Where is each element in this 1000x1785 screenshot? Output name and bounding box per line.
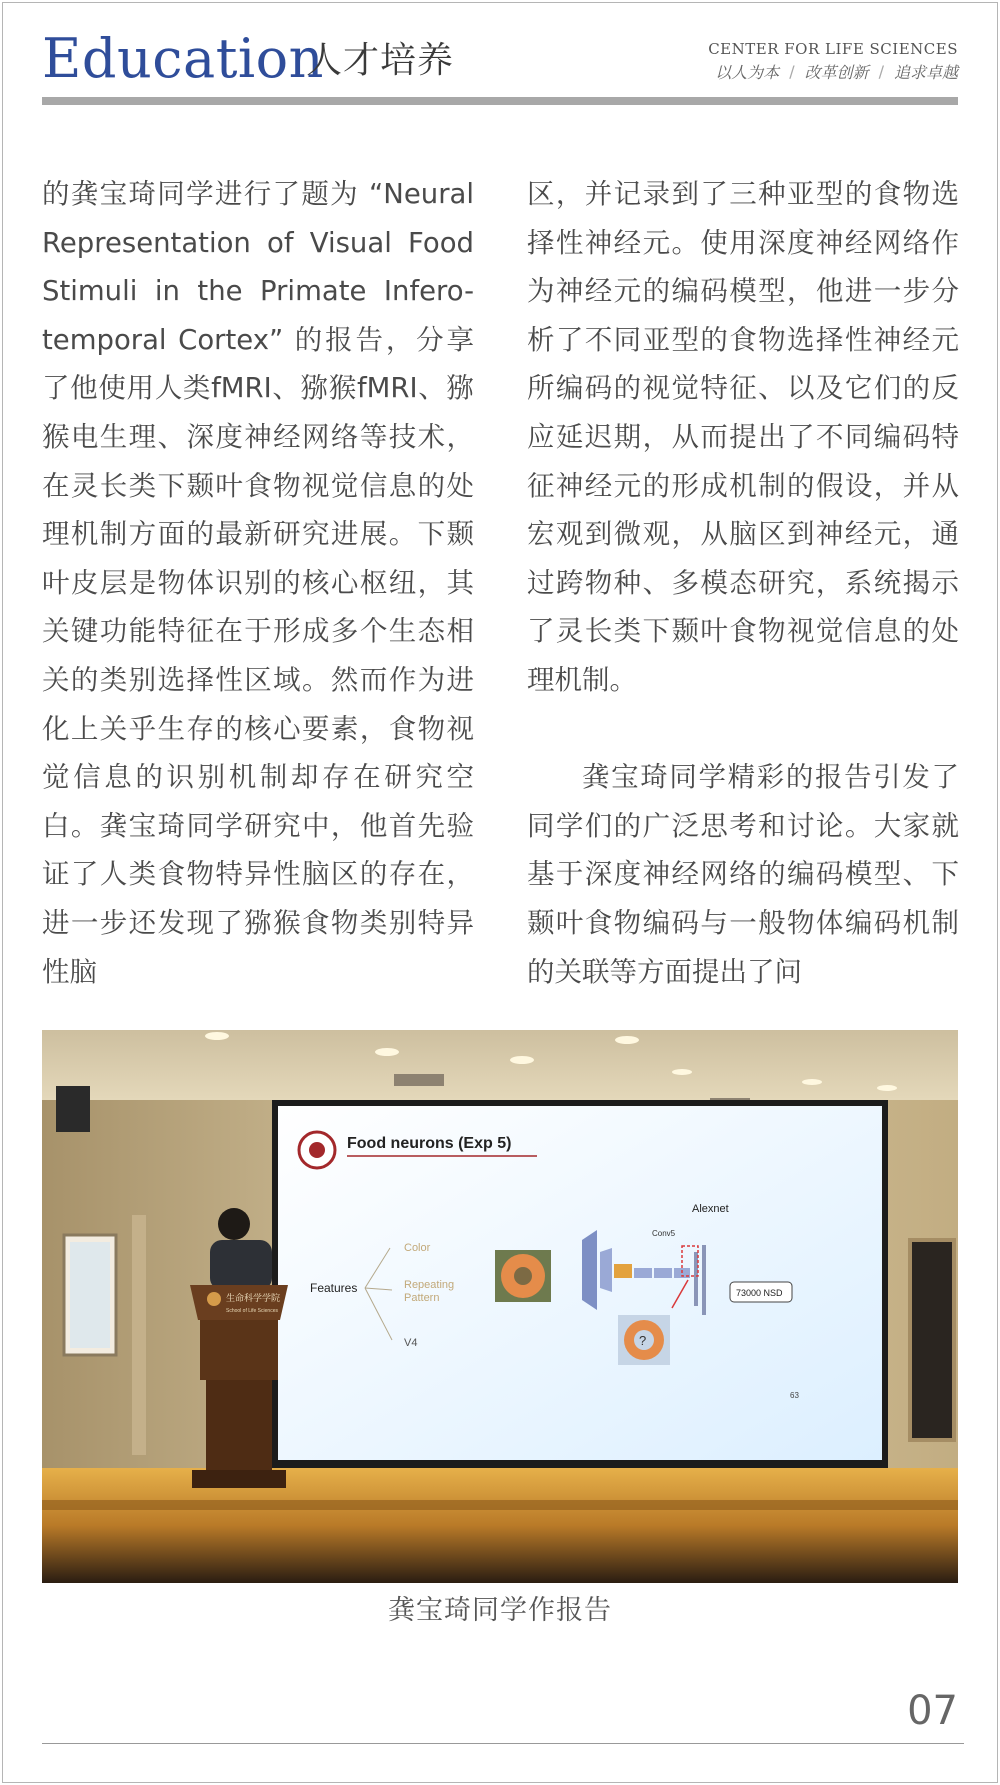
org-name: CENTER FOR LIFE SCIENCES <box>708 40 958 58</box>
lecture-photo <box>42 1030 958 1583</box>
article-paragraph: 的龚宝琦同学进行了题为 “Neural Representation of Visual Food Stimuli in the Primate Infero-temporal Cortex” 的报告，分享了他使用人类fMRI、猕猴fMRI、猕猴电生理、深度神经网络等技术，在灵长类下颞叶食物视觉信息的处理机制方面的最新研究进展。下颞叶皮层是物体识别的核心枢纽，其关键功能特征在于形成多个生态相关的类别选择性区域。然而作为进化上关乎生存的核心要素，食物视觉信息的识别机制却存在研究空白。龚宝琦同学研究中，他首先验证了人类食物特异性脑区的存在，进一步还发现了猕猴食物类别特异性脑 <box>42 178 474 988</box>
slide-features-label: Features <box>310 1281 358 1295</box>
article-paragraph: 龚宝琦同学精彩的报告引发了同学们的广泛思考和讨论。大家就基于深度神经网络的编码模型、下颞叶食物编码与一般物体编码机制的关联等方面提出了问 <box>527 761 959 988</box>
article-paragraph: 区，并记录到了三种亚型的食物选择性神经元。使用深度神经网络作为神经元的编码模型，他进一步分析了不同亚型的食物选择性神经元所编码的视觉特征、以及它们的反应延迟期，从而提出了不同编码特征神经元的形成机制的假设，并从宏观到微观，从脑区到神经元，通过跨物种、多模态研究，系统揭示了灵长类下颞叶食物视觉信息的处理机制。 <box>527 178 959 696</box>
page-number: 07 <box>907 1688 958 1734</box>
motto-separator: / <box>789 62 795 81</box>
motto-1: 以人为本 <box>715 63 780 82</box>
podium-label: 生命科学学院 <box>226 1294 281 1304</box>
slide-feature-item: Repeating <box>404 1279 455 1291</box>
motto-2: 改革创新 <box>804 63 869 82</box>
motto-3: 追求卓越 <box>893 63 958 82</box>
slide-layer-label: Conv5 <box>652 1229 676 1238</box>
slide-feature-item: Color <box>404 1242 431 1254</box>
podium-sublabel: School of Life Sciences <box>226 1308 278 1314</box>
motto-line <box>715 60 958 83</box>
footer-rule <box>42 1743 964 1744</box>
slide-network-label: Alexnet <box>692 1203 729 1215</box>
slide-title: Food neurons (Exp 5) <box>347 1135 512 1152</box>
article-left-column <box>42 170 474 996</box>
section-title-cn: 人才培养 <box>306 40 455 81</box>
photo-caption: 龚宝琦同学作报告 <box>388 1595 612 1626</box>
slide-nsd-label: 73000 NSD <box>736 1288 783 1298</box>
slide-feature-item: V4 <box>404 1337 418 1349</box>
article-right-column <box>527 170 959 996</box>
slide-question-mark: ? <box>639 1333 647 1348</box>
header-rule <box>42 97 958 105</box>
slide-page-number: 63 <box>790 1391 799 1400</box>
slide-feature-item: Pattern <box>404 1292 440 1304</box>
section-title-en: Education <box>42 27 324 90</box>
motto-separator: / <box>878 62 884 81</box>
